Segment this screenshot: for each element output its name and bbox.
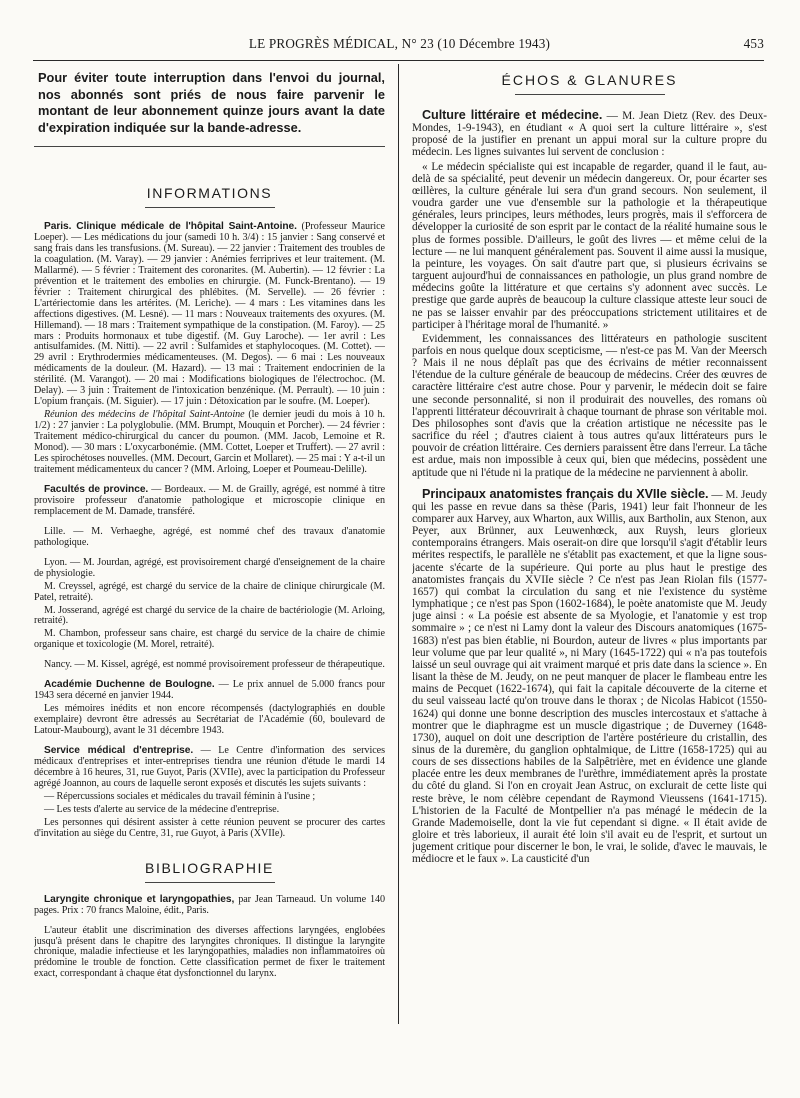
service-paragraph-4: Les personnes qui désirent assister à cette réunion peuvent se procurer des cartes d'invitation au siège du Centre, 31, rue Guyot, à Paris (XVIIe). [34, 816, 385, 839]
running-header [35, 36, 764, 60]
nancy-paragraph: Nancy. — M. Kissel, agrégé, est nommé provisoirement professeur de thérapeutique. [44, 659, 385, 671]
reunion-title: Réunion des médecins de l'hôpital Saint-Antoine [44, 409, 245, 421]
echos-rule [515, 94, 665, 95]
academie-paragraph [34, 680, 385, 702]
book-paragraph [34, 895, 385, 917]
book-review: L'auteur établit une discrimination des diverses affections laryngées, englobées jusqu'à présent dans le chapitre des laryngites chroniques. Il distingue la laryngite chronique, maladie infectieuse et les laryngopathies, maladies non inflammatoires où prédomine le trouble de fonction. Cette classification permet de fixer le traitement exact, correspondant à chaque état dysfonctionnel du larynx. [34, 924, 385, 980]
header-rule [33, 60, 764, 61]
culture-heading: Culture littéraire et médecine. [422, 108, 603, 122]
academie-heading: Académie Duchenne de Boulogne. [44, 679, 215, 691]
right-column [412, 70, 767, 1020]
reunion-text: (le dernier jeudi du mois à 10 h. 1/2) : 27 janvier : La polyglobulie. (MM. Brumpt, Mouquin et Porcher). — 24 février : Traitement médico-chirurgical du cancer du poumon. (MM. Jacob, Lemoine et R. Monod). — 30 mars : L'oxycarbonémie. (MM. Cottet, Loeper et Truffert). — 27 avril : Les spirochétoses nouvelles. (MM. Decourt, Garcin et Mollaret). — 25 mai : Y a-t-il un traitement médicamenteux du cancer ? (MM. Arloing, Loeper et Poumeau-Delille). [34, 409, 385, 475]
lille-paragraph: Lille. — M. Verhaeghe, agrégé, est nommé chef des travaux d'anatomie pathologique. [34, 525, 385, 548]
subscription-notice: Pour éviter toute interruption dans l'envoi du journal, nos abonnés sont priés de nous faire parvenir le montant de leur abonnement quinze jours avant la date d'expiration indiquée sur la bande-adresse. [38, 70, 385, 135]
culture-quote: « Le médecin spécialiste qui est incapable de regarder, quand il le faut, au-delà de sa spécialité, peut devenir un médecin dangereux. Or, pour écarter ses œillères, la culture générale lui sera d'un grand secours. Non seulement, il voudra garder une vue d'ensemble sur la pathologie et la thérapeutique générales, leurs principes, leurs méthodes, leurs progrès, mais il s'efforcera de développer la curiosité de son esprit par le contact de la réalité humaine sous le plus de formes possible. D'ailleurs, le goût des livres — et même celui de la lecture — ne lui manquent généralement pas. Souvent il aime aussi la musique, la peinture, les voyages. On sait d'autre part que, si plusieurs écrivains se targuent aujourd'hui de connaissances en pathologie, un plus grand nombre de médecins goûte la littérature et que certains s'y adonnent avec succès. Le prestige que garde auprès de beaucoup la culture classique atteste leur souci de ne pas se laisser envahir par des préoccupations strictement utilitaires et de participer à l'héritage moral de l'humanité. » [412, 160, 767, 331]
bibliographie-rule [145, 882, 275, 883]
josserand-paragraph: M. Josserand, agrégé est chargé du service de la chaire de bactériologie (M. Arloing, retraité). [34, 604, 385, 627]
informations-rule [145, 207, 275, 208]
service-item-1: — Répercussions sociales et médicales du travail féminin à l'usine ; [44, 790, 316, 802]
service-text: — Le Centre d'information des services médicaux d'entreprises et inter-entreprises tiendra une réunion d'étude le mardi 14 décembre à 16 heures, 31, rue Guyot, Paris (XVIIe), avec la participation du Professeur agrégé Joannon, au cours de laquelle seront exposés et discutés les sujets suivants : [34, 745, 385, 789]
paris-clinique-heading: Paris. Clinique médicale de l'hôpital Saint-Antoine. [44, 221, 297, 232]
book-title: Laryngite chronique et laryngopathies, [44, 893, 235, 905]
culture-paragraph [412, 109, 767, 159]
anatomistes-heading: Principaux anatomistes français du XVIIe siècle. [422, 486, 709, 501]
lyon-paragraph: Lyon. — M. Jourdan, agrégé, est provisoirement chargé d'enseignement de la chaire de physiologie. [34, 556, 385, 579]
service-paragraph [34, 746, 385, 790]
paris-clinique-paragraph [34, 222, 385, 408]
service-item-2: — Les tests d'alerte au service de la médecine d'entreprise. [44, 803, 280, 815]
echos-heading: ÉCHOS & GLANURES [501, 72, 678, 88]
culture-commentary: Evidemment, les connaissances des littérateurs en pathologie suscitent parfois en nous quelque doux scepticisme, — n'est-ce pas M. Van der Meersch ? Mais il ne nous déplaît pas que des écrivains de métier reconnaissent l'étendue de la culture générale de beaucoup de médecins. Créer des œuvres de caractère littéraire c'est autre chose. Pour y parvenir, le médecin doit se faire une seconde personnalité, si non il produirait des nouvelles, des romans où l'apprenti littérateur découvrirait à chaque tournant de phrase son véritable moi. Des philosophes sont d'avis que la création artistique ne nécessite pas le sacrifice du réel ; d'autres ciaient à tous autres qu'aux littérateurs purs le pouvoir de création littéraire. Ces derniers paraissent être dans l'erreur. La tâche est ardue, mais non impossible à ceux qui, bien que médecins, possèdent une aptitude que ni l'étude ni la pratique de la médecine ne parviennent à abolir. [412, 332, 767, 479]
facultes-heading: Facultés de province. [44, 483, 149, 495]
facultes-text: — Bordeaux. — M. de Grailly, agrégé, est nommé à titre provisoire professeur d'anatomie pathologique et microscopie clinique en remplacement de M. Damade, transféré. [34, 483, 385, 517]
page-number: 453 [743, 36, 764, 51]
journal-title: LE PROGRÈS MÉDICAL, N° 23 (10 Décembre 1943) [248, 36, 551, 51]
column-divider [398, 64, 399, 1024]
anatomistes-text: — M. Jeudy qui les passe en revue dans sa thèse (Paris, 1941) leur fait l'honneur de les comparer aux Harvey, aux Wharton, aux Willis, aux Bartholin, aux Stenon, aux Peyer, aux Brünner, aux Leuwenhœck, aux Ruysh, leurs glorieux contemporains étrangers. Mais oserait-on dire que lorsqu'il s'agit d'établir leurs mérites respectifs, le parallèle ne s'établit pas exactement, et que la ligne sous-jacente s'écarte de la supérieure. Qui porte au plus haut le prestige des anatomistes français du XVIIe siècle ? Ce n'est pas Jean Riolan fils (1577-1657) qui combat la circulation du sang et nie l'existence du système lymphatique ; ce n'est pas Spon (1602-1684), le poète anatomiste que M. Jeudy juge ainsi : « La poésie est absente de sa Myologie, et l'anatomie y est trop sommaire » ; ce n'est ni Lamy dont la valeur des Discours anatomiques (1675-1683) n'est pas bien établie, ni Bourdon, auteur de livres « plus importants par leur volume que par leur qualité », ni Mary (1645-1722) qui « n'a pas toutefois laissé un seul ouvrage qui ait vraiment marqué et pris date dans la science ». En lisant la thèse de M. Jeudy, on ne peut manquer de placer le flambeau entre les mains de Pecquet (1622-1674), qui fait la capitale découverte de la citerne et du seul vaisseau lacté qu'on trouve dans le thorax ; de Nicolas Habicot (1550-1624) qui donne une bonne description des muscles intercostaux et s'attache à montrer que le diaphragme est un muscle digastrique ; de Duverney (1648-1730), auquel on doit une description de l'artère postérieure du cristallin, des sinus de la duremère, du ganglion ophtalmique, de Littre (1658-1725) qui au cours de ses dissections habiles de la Salpêtrière, met en évidence une glande placée entre les deux membranes de l'urèthre, immédiatement après la prostate du côté du gland. Si l'on en croyait Jean Astruc, on exclurait de cette liste qui reste brève, le nom célèbre cependant de Raymond Vieussens (1641-1715). L'historien de la Faculté de Montpellier n'a pas ménagé le médecin de la Grande Mademoiselle, dont la vie fut cependant si digne. « Il était avide de gloire et très laborieux, il aurait été loin s'il avait eu de l'esprit, et surtout un jugement critique pour discerner le bon, le vrai, le solide, d'avec le mauvais, le médiocre et le faux ». La causticité d'un [412, 488, 767, 866]
creyssel-paragraph: M. Creyssel, agrégé, est chargé du service de la chaire de clinique chirurgicale (M. Patel, retraité). [34, 580, 385, 603]
chambon-paragraph: M. Chambon, professeur sans chaire, est chargé du service de la chaire de chimie organique et toxicologie (M. Morel, retraité). [34, 628, 385, 651]
bibliographie-heading: BIBLIOGRAPHIE [145, 859, 274, 876]
anatomistes-paragraph [412, 488, 767, 866]
facultes-paragraph [34, 485, 385, 518]
book-details: par Jean Tarneaud. Un volume 140 pages. Prix : 70 francs Maloine, édit., Paris. [34, 893, 385, 916]
culture-text: — M. Jean Dietz (Rev. des Deux-Mondes, 1-9-1943), en étudiant « A quoi sert la culture littéraire », s'est proposé de la justifier en prenant un appui moral sur la culture propre du médecin. Les lignes suivantes lui servent de conclusion : [412, 110, 767, 159]
paris-clinique-text: (Professeur Maurice Loeper). — Les médications du jour (samedi 10 h. 3/4) : 15 janvier : Sang conservé et sang frais dans les transfusions. (M. Sureau). — 22 janvier : Traitement des troubles de la coagulation. (M. Varay). — 29 janvier : Anémies ferriprives et leur traitement. (M. Mallarmé). — 5 février : Traitement des coronarites. (M. Aubertin). — 12 février : La prévention et le traitement des embolies en chirurgie. (M. Funck-Brentano). — 19 février : Traitement chirurgical des phlébites. (M. Servelle). — 26 février : L'artériectomie dans les artérites. (M. Leriche). — 4 mars : Les vitamines dans les affections digestives. (M. Lesné). — 11 mars : Nouveaux traitements des oxyures. (M. Hillemand). — 18 mars : Traitement sympathique de la constipation. (M. Faroy). — 25 mars : Produits hormonaux et tube digestif. (M. Guy Laroche). — 1er avril : Les antisulfamides. (M. Nitti). — 22 avril : Sulfamides et staphylocoques. (M. Cottet). — 29 avril : Erythrodermies médicamenteuses. (M. Degos). — 6 mai : Les nouveaux médicaments de la douleur. (M. Hazard). — 13 mai : Traitement endocrinien de la stérilité. (M. Varangot). — 20 mai : Modifications biologiques de l'électrochoc. (M. Delay). — 3 juin : Traitement de l'intoxication benzénique. (M. Perrault). — 10 juin : L'opium français. (M. Siguier). — 17 juin : Détoxication par le soufre. (M. Loeper). [34, 221, 385, 408]
informations-heading: INFORMATIONS [146, 185, 273, 201]
academie-text: — Le prix annuel de 5.000 francs pour 1943 sera décerné en janvier 1944. [34, 679, 385, 702]
reunion-paragraph [34, 410, 385, 476]
left-column [34, 70, 385, 1020]
service-heading: Service médical d'entreprise. [44, 745, 194, 757]
academie-paragraph-2: Les mémoires inédits et non encore récompensés (dactylographiés en double exemplaire) devront être adressés au Secrétariat de l'Académie (60, boulevard de Latour-Maubourg), avant le 31 décembre 1943. [34, 703, 385, 737]
